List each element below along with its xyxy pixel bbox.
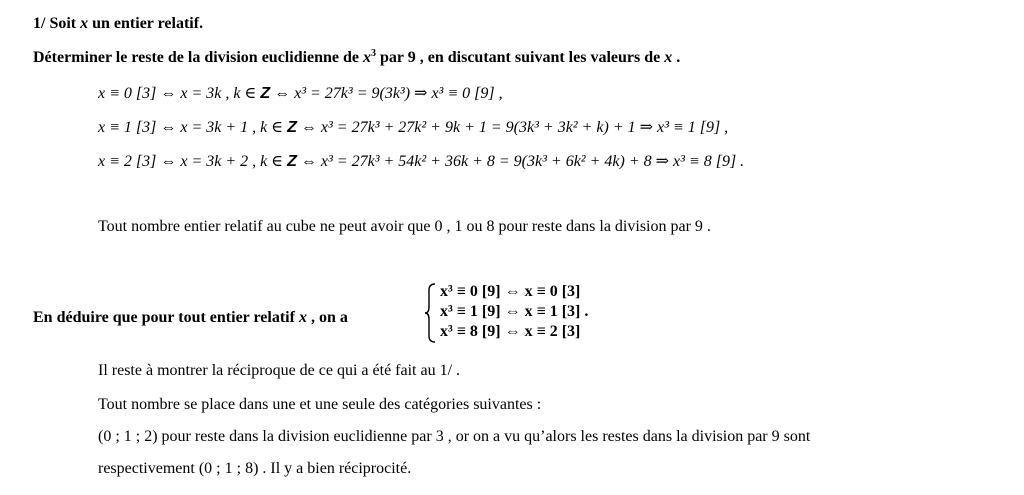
case-line-1: x ≡ 1 [3] ⇔ x = 3k + 1 , k ∈ Z ⇔ x³ = 27k³ + 27k² + 9k + 1 = 9(3k³ + 3k² + k) + 1 ⇒ x³ ≡ 1 [9] , — [98, 119, 729, 136]
left-brace-icon — [424, 282, 438, 344]
system-row-0: x³ ≡ 0 [9] ⇔ x ≡ 0 [3] — [440, 283, 581, 300]
case-line-2: x ≡ 2 [3] ⇔ x = 3k + 2 , k ∈ Z ⇔ x³ = 27k³ + 54k² + 36k + 8 = 9(3k³ + 6k² + 4k) + 8 ⇒ x³ ≡ 8 [9] . — [98, 153, 745, 170]
case-line-0: x ≡ 0 [3] ⇔ x = 3k , k ∈ Z ⇔ x³ = 27k³ = 9(3k³) ⇒ x³ ≡ 0 [9] , — [98, 85, 503, 102]
system-row-2: x³ ≡ 8 [9] ⇔ x ≡ 2 [3] — [440, 323, 581, 340]
equivalence-system — [440, 282, 588, 342]
question-1-heading: 1/ Soit x un entier relatif. — [33, 15, 204, 32]
answer-line-0: Il reste à montrer la réciproque de ce qui a été fait au 1/ . — [98, 362, 461, 379]
conclusion-text: Tout nombre entier relatif au cube ne peut avoir que 0 , 1 ou 8 pour reste dans la division par 9 . — [98, 218, 711, 235]
system-row-1: x³ ≡ 1 [9] ⇔ x ≡ 1 [3] . — [440, 303, 589, 320]
answer-line-2: (0 ; 1 ; 2) pour reste dans la division euclidienne par 3 , or on a vu qu’alors les restes dans la division par 9 sont — [98, 428, 811, 445]
answer-line-3: respectivement (0 ; 1 ; 8) . Il y a bien réciprocité. — [98, 460, 412, 477]
answer-line-1: Tout nombre se place dans une et une seule des catégories suivantes : — [98, 396, 542, 413]
question-2-statement: En déduire que pour tout entier relatif x , on a — [33, 309, 348, 326]
question-1-statement: Déterminer le reste de la division euclidienne de $x^3$ par 9 , en discutant suivant les valeurs de x . — [33, 48, 681, 66]
